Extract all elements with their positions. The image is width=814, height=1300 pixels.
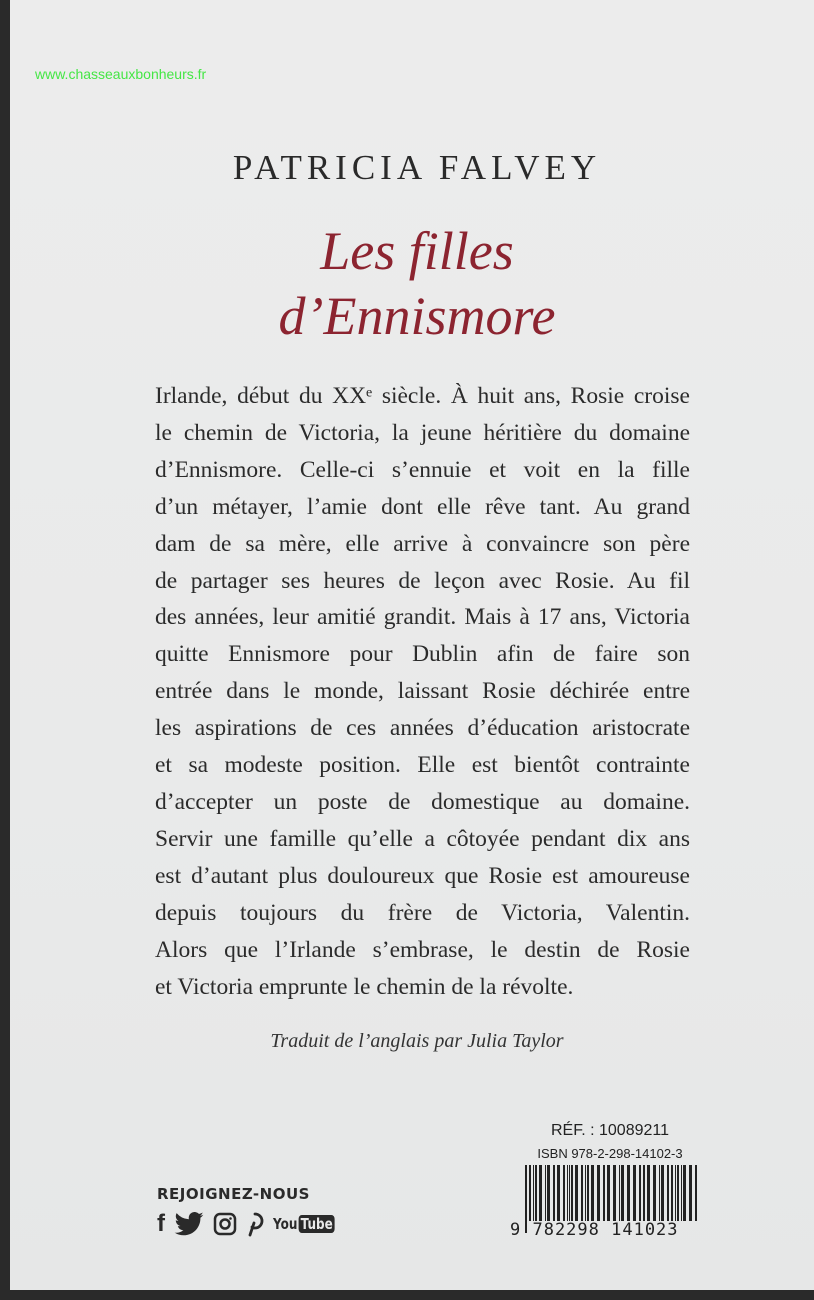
barcode-bar	[659, 1165, 660, 1221]
author-name: PATRICIA FALVEY	[232, 148, 602, 187]
translator-credit: Traduit de l’anglais par Julia Taylor	[270, 1030, 564, 1052]
isbn: ISBN 978-2-298-14102-3	[537, 1146, 683, 1161]
blurb	[155, 378, 690, 1005]
youtube-icon[interactable]: You Tube	[273, 1215, 333, 1233]
blurb-line: d’un métayer, l’amie dont elle rêve tant. Au grand	[155, 493, 690, 520]
blurb-line: des années, leur amitié grandit. Mais à 17 ans, Victoria	[155, 604, 690, 631]
barcode-bar	[647, 1165, 650, 1221]
barcode-bar	[539, 1165, 542, 1221]
blurb-line: dam de sa mère, elle arrive à convaincre son père	[155, 530, 690, 557]
barcode-bar	[571, 1165, 573, 1221]
barcode-bar	[667, 1165, 669, 1221]
barcode-bar	[639, 1165, 641, 1221]
barcode-bar	[581, 1165, 583, 1221]
blurb-line: et Victoria emprunte le chemin de la révolte.	[155, 973, 574, 1000]
barcode-bar	[587, 1165, 589, 1221]
barcode-bar	[529, 1165, 531, 1221]
barcode-bar	[575, 1165, 578, 1221]
social-icons	[157, 1210, 350, 1238]
barcode-bar	[557, 1165, 560, 1221]
barcode-bar	[533, 1165, 534, 1221]
barcode-bar	[547, 1165, 550, 1221]
blurb-line: et sa modeste position. Elle est bientôt contrainte	[155, 752, 690, 779]
barcode-bar	[591, 1165, 594, 1221]
blurb-line: les aspirations de ces années d’éducation aristocrate	[155, 715, 690, 742]
book-title-line-2: d’Ennismore	[278, 286, 556, 346]
barcode-bar	[613, 1165, 616, 1221]
barcode-bar	[671, 1165, 673, 1221]
barcode-bar	[585, 1165, 586, 1221]
barcode-bar	[621, 1165, 624, 1221]
back-cover	[10, 0, 814, 1290]
twitter-icon[interactable]	[174, 1212, 204, 1236]
barcode-bar	[567, 1165, 568, 1221]
facebook-icon[interactable]: f	[157, 1210, 165, 1237]
barcode-bar	[563, 1165, 565, 1221]
barcode-bar	[603, 1165, 605, 1221]
barcode-bar	[677, 1165, 679, 1221]
barcode-bar	[535, 1165, 537, 1221]
book-title-line-1: Les filles	[320, 221, 514, 281]
instagram-icon[interactable]	[213, 1212, 237, 1236]
pinterest-icon[interactable]	[246, 1211, 264, 1237]
barcode-bar	[619, 1165, 620, 1221]
barcode-bar	[681, 1165, 682, 1221]
barcode-bar	[661, 1165, 664, 1221]
barcode-bar	[695, 1165, 697, 1221]
blurb-line: est d’autant plus douloureux que Rosie est amoureuse	[155, 862, 690, 889]
blurb-line: de partager ses heures de leçon avec Rosie. Au fil	[155, 567, 690, 594]
barcode-bar	[607, 1165, 610, 1221]
blurb-line: quitte Ennismore pour Dublin afin de faire son	[155, 641, 690, 668]
blurb-line: Irlande, début du XXᵉ siècle. À huit ans, Rosie croise	[155, 383, 690, 409]
barcode-bar	[633, 1165, 636, 1221]
barcode-bar	[597, 1165, 600, 1221]
blurb-line: depuis toujours du frère de Victoria, Valentin.	[155, 899, 690, 926]
barcode-bar	[675, 1165, 676, 1221]
blurb-line: entrée dans le monde, laissant Rosie déchirée entre	[155, 678, 690, 705]
barcode-digits: 9 782298 141023	[510, 1220, 679, 1240]
watermark-url[interactable]: www.chasseauxbonheurs.fr	[35, 66, 207, 82]
blurb-line: Alors que l’Irlande s’embrase, le destin de Rosie	[155, 936, 690, 963]
barcode-bar	[683, 1165, 686, 1221]
barcode-bar	[569, 1165, 570, 1221]
blurb-line: d’accepter un poste de domestique au domaine.	[155, 788, 690, 815]
barcode-bar	[627, 1165, 630, 1221]
blurb-line: le chemin de Victoria, la jeune héritière du domaine	[155, 419, 690, 446]
join-us-label: REJOIGNEZ-NOUS	[157, 1185, 310, 1203]
blurb-line: d’Ennismore. Celle-ci s’ennuie et voit en la fille	[155, 456, 690, 483]
barcode-bar	[643, 1165, 645, 1221]
barcode-bar	[653, 1165, 656, 1221]
barcode-bar	[545, 1165, 546, 1221]
blurb-line: Servir une famille qu’elle a côtoyée pendant dix ans	[155, 825, 690, 852]
barcode-bar	[689, 1165, 692, 1221]
barcode-bar	[553, 1165, 555, 1221]
reference-number: RÉF. : 10089211	[550, 1122, 669, 1139]
